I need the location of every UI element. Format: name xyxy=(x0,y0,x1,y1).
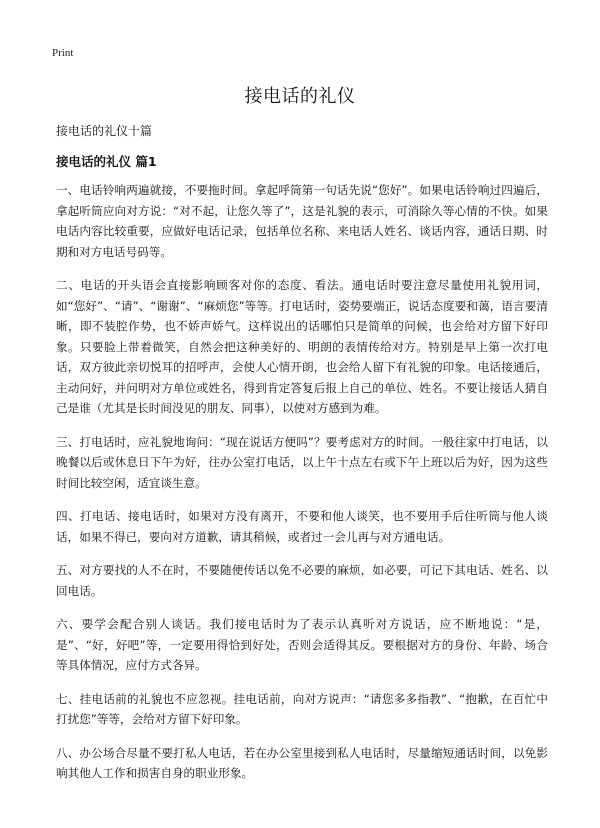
paragraph-2: 二、电话的开头语会直接影响顾客对你的态度、看法。通电话时要注意尽量使用礼貌用词，如“您好”、“请”、“谢谢”、“麻烦您”等等。打电话时，姿势要端正，说话态度要和蔼，语言要清晰，即不装腔作势，也不娇声娇气。这样说出的话哪怕只是简单的问候，也会给对方留下好印象。只要脸上带着微笑，自然会把这种美好的、明朗的表情传给对方。特别是早上第一次打电话，双方彼此亲切悦耳的招呼声，会使人心情开朗，也会给人留下有礼貌的印象。电话接通后，主动问好，并问明对方单位或姓名，得到肯定答复后报上自己的单位、姓名。不要让接话人猜自己是谁（尤其是长时间没见的朋友、同事），以使对方感到为难。 xyxy=(56,278,548,415)
section-heading: 接电话的礼仪 篇1 xyxy=(56,154,157,169)
paragraph-5: 五、对方要找的人不在时，不要随便传话以免不必要的麻烦，如必要，可记下其电话、姓名、以回电话。 xyxy=(56,563,548,598)
paragraph-4: 四、打电话、接电话时，如果对方没有离开，不要和他人谈笑，也不要用手后住听筒与他人谈话，如果不得已，要向对方道歉，请其稍候，或者过一会儿再与对方通电话。 xyxy=(56,509,548,544)
paragraph-1: 一、电话铃响两遍就接，不要拖时间。拿起呼筒第一句话先说“您好”。如果电话铃响过四遍后，拿起听筒应向对方说：“对不起，让您久等了”，这是礼貌的表示，可消除久等心情的不快。如果电话内容比较重要，应做好电话记录，包括单位名称、来电话人姓名、谈话内容，通话日期、时期和对方电话号码等。 xyxy=(56,183,548,259)
paragraph-7: 七、挂电话前的礼貌也不应忽视。挂电话前，向对方说声：“请您多多指教”、“抱歉，在百忙中打扰您”等等，会给对方留下好印象。 xyxy=(56,691,548,726)
article-body xyxy=(56,180,548,797)
print-link[interactable]: Print xyxy=(52,47,74,59)
paragraph-8: 八、办公场合尽量不要打私人电话，若在办公室里接到私人电话时，尽量缩短通话时间，以免影响其他人工作和损害自身的职业形象。 xyxy=(56,745,548,780)
paragraph-6: 六、要学会配合别人谈话。我们接电话时为了表示认真听对方说话，应不断地说：“是，是”、“好，好吧”等，一定要用得恰到好处，否则会适得其反。要根据对方的身份、年龄、场合等具体情况，应付方式各异。 xyxy=(56,617,548,672)
page-title: 接电话的礼仪 xyxy=(244,86,356,107)
document-subtitle: 接电话的礼仪十篇 xyxy=(56,124,153,138)
paragraph-3: 三、打电话时，应礼貌地询问：“现在说话方便吗”？要考虑对方的时间。一般往家中打电话，以晚餐以后或休息日下午为好，往办公室打电话，以上午十点左右或下午上班以后为好，因为这些时间比较空闲，适宜谈生意。 xyxy=(56,434,548,490)
